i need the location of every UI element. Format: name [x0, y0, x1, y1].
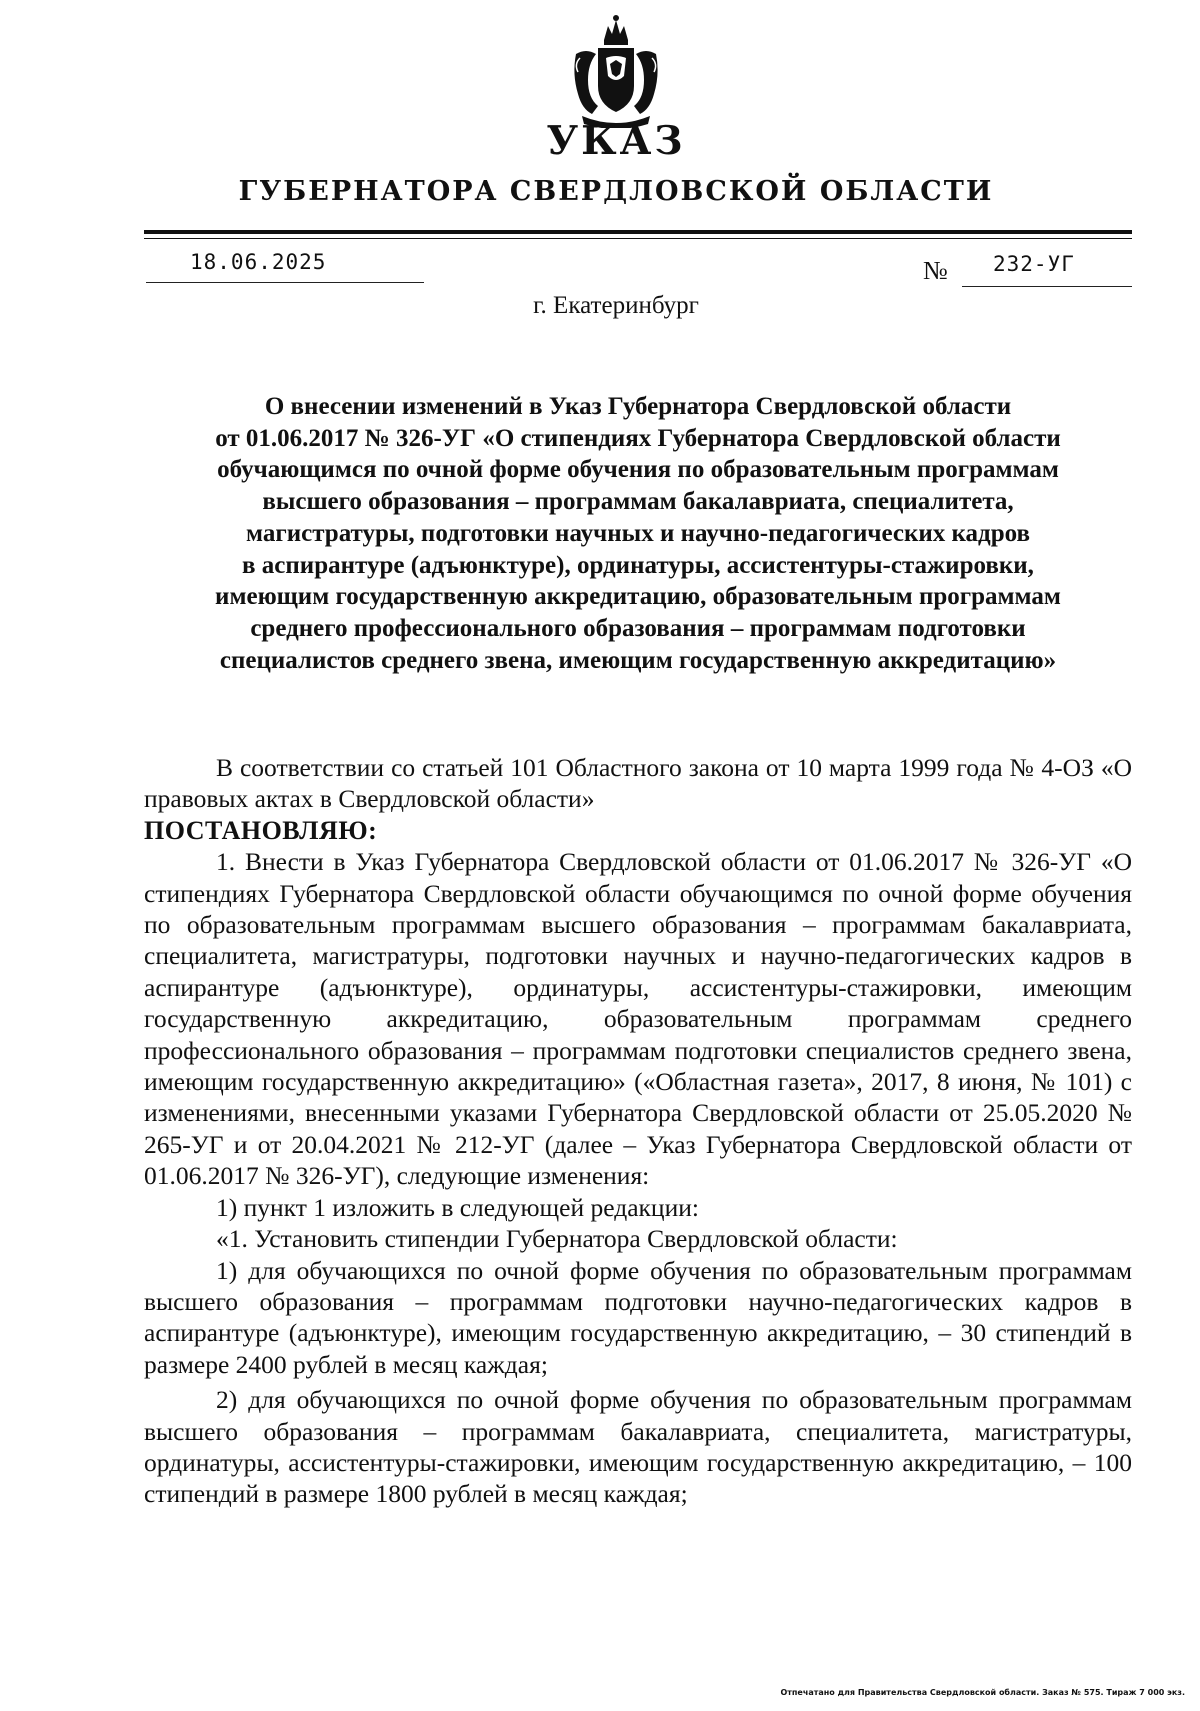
title-line: магистратуры, подготовки научных и научно-педагогических кадров [246, 519, 1030, 547]
quoted-item-1-paragraph: 1) для обучающихся по очной форме обучения по образовательным программам высшего образования – программам подготовки научно-педагогических кадров в аспирантуре (адъюнктуре), имеющим государственную аккредитацию, – 30 стипендий в размере 2400 рублей в месяц каждая; [144, 1255, 1132, 1379]
item-1-paragraph: 1. Внести в Указ Губернатора Свердловской области от 01.06.2017 № 326-УГ «О стипендиях Губернатора Свердловской области обучающимся по очной форме обучения по образовательным программам высшего образования – программам бакалавриата, специалитета, магистратуры, подготовки научных и научно-педагогических кадров в аспирантуре (адъюнктуре), ординатуры, ассистентуры-стажировки, имеющим государственную аккредитацию, образовательным программам среднего профессионального образования – программам подготовки специалистов среднего звена, имеющим государственную аккредитацию» («Областная газета», 2017, 8 июня, № 101) с изменениями, внесенными указами Губернатора Свердловской области от 25.05.2020 № 265-УГ и от 20.04.2021 № 212-УГ (далее – Указ Губернатора Свердловской области от 01.06.2017 № 326-УГ), следующие изменения: [144, 847, 1132, 1191]
title-line: в аспирантуре (адъюнктуре), ординатуры, ассистентуры-стажировки, [242, 551, 1034, 579]
header-divider-thin [144, 238, 1132, 239]
sub-item-1-paragraph: 1) пункт 1 изложить в следующей редакции: [216, 1192, 699, 1222]
number-sign: № [923, 256, 948, 285]
document-type-heading: УКАЗ [546, 118, 686, 164]
title-line: высшего образования – программам бакалавриата, специалитета, [262, 488, 1014, 516]
title-line: от 01.06.2017 № 326-УГ «О стипендиях Губернатора Свердловской области [215, 424, 1061, 452]
title-line: обучающимся по очной форме обучения по образовательным программам [217, 456, 1059, 484]
quoted-point-1-paragraph: «1. Установить стипендии Губернатора Свердловской области: [216, 1224, 898, 1254]
document-body [144, 752, 1132, 1510]
title-line: среднего профессионального образования – программам подготовки [250, 614, 1026, 642]
quoted-item-2-paragraph: 2) для обучающихся по очной форме обучения по образовательным программам высшего образования – программам бакалавриата, специалитета, магистратуры, ординатуры, ассистентуры-стажировки, имеющим государственную аккредитацию, – 100 стипендий в размере 1800 рублей в месяц каждая; [144, 1385, 1132, 1509]
document-title [146, 391, 1130, 676]
decree-word: ПОСТАНОВЛЯЮ: [144, 815, 378, 845]
issue-city: г. Екатеринбург [533, 292, 699, 319]
title-line: О внесении изменений в Указ Губернатора Свердловской области [264, 393, 1012, 420]
number-underline [962, 286, 1132, 287]
date-underline [146, 282, 424, 283]
preamble-paragraph: В соответствии со статьей 101 Областного закона от 10 марта 1999 года № 4-ОЗ «О правовых актах в Свердловской области» [144, 753, 1132, 814]
header-divider-thick [144, 230, 1132, 234]
title-line: специалистов среднего звена, имеющим государственную аккредитацию» [219, 646, 1057, 674]
document-date: 18.06.2025 [190, 250, 327, 274]
issuing-authority: ГУБЕРНАТОРА СВЕРДЛОВСКОЙ ОБЛАСТИ [238, 176, 994, 207]
title-line: имеющим государственную аккредитацию, образовательным программам [215, 583, 1061, 611]
print-footer-note: Отпечатано для Правительства Свердловской области. Заказ № 575. Тираж 7 000 экз. [780, 1688, 1185, 1697]
document-number: 232-УГ [993, 252, 1075, 276]
coat-of-arms-emblem [568, 14, 664, 128]
